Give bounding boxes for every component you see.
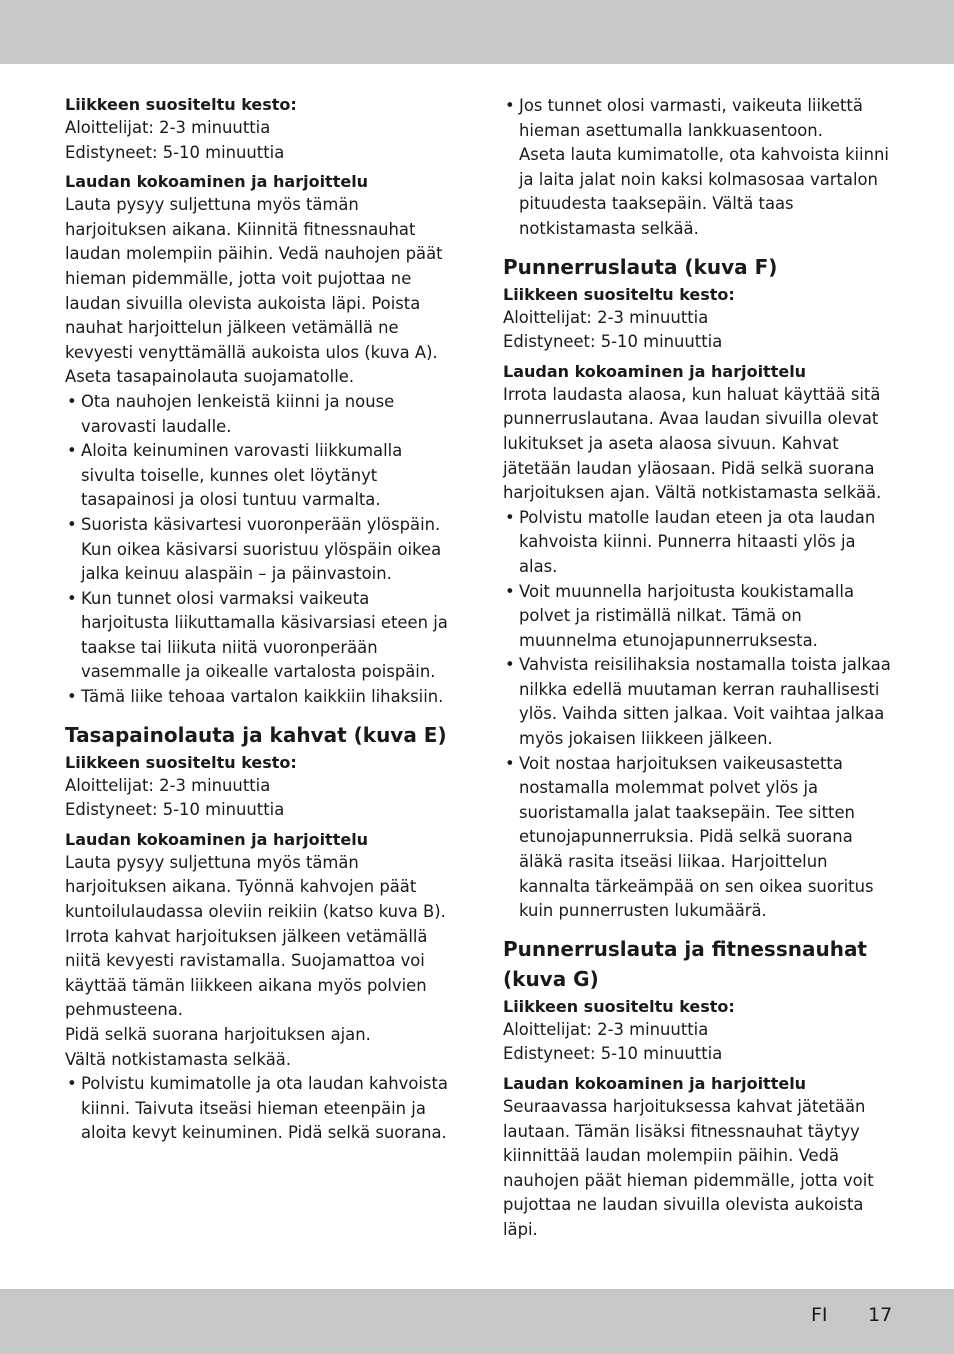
duration-heading: Liikkeen suositeltu kesto: xyxy=(65,752,297,772)
list-item: • Polvistu matolle laudan eteen ja ota laudan kahvoista kiinni. Punnerra hitaasti ylös ja alas. xyxy=(503,506,893,580)
exercise-list xyxy=(65,390,455,710)
footer-language: FI xyxy=(811,1304,828,1326)
right-column xyxy=(503,94,893,1243)
assembly-heading: Laudan kokoaminen ja harjoittelu xyxy=(65,172,369,192)
list-item: • Aloita keinuminen varovasti liikkumalla sivulta toiselle, kunnes olet löytänyt tasapainosi ja olosi tuntuu varmalta. xyxy=(65,439,455,513)
page-number: 17 xyxy=(868,1304,893,1326)
list-item: • Suorista käsivartesi vuoronperään ylöspäin. Kun oikea käsivarsi suoristuu ylöspäin oikea jalka keinuu alaspäin – ja päinvastoin. xyxy=(65,513,455,587)
duration-advanced: Edistyneet: 5-10 minuuttia xyxy=(503,332,723,352)
assembly-paragraph: Lauta pysyy suljettuna myös tämän harjoituksen aikana. Kiinnitä fitnessnauhat laudan molempiin päihin. Vedä nauhojen päät hieman pidemmälle, jotta voit pujottaa ne laudan sivuilla olevista aukoista läpi. Poista nauhat harjoittelun jälkeen vetämällä ne kevyesti venyttämällä aukoista ulos (kuva A). xyxy=(65,195,443,362)
assembly-paragraph-2: Pidä selkä suorana harjoituksen ajan. xyxy=(65,1025,371,1044)
duration-heading: Liikkeen suositeltu kesto: xyxy=(65,95,297,114)
duration-beginners: Aloittelijat: 2-3 minuuttia xyxy=(503,307,709,327)
header-bar xyxy=(0,0,954,64)
assembly-heading: Laudan kokoaminen ja harjoittelu xyxy=(503,1074,807,1093)
duration-beginners: Aloittelijat: 2-3 minuuttia xyxy=(503,1019,709,1039)
list-item: • Jos tunnet olosi varmasti, vaikeuta liikettä hieman asettumalla lankkuasentoon. xyxy=(503,94,893,143)
duration-heading: Liikkeen suositeltu kesto: xyxy=(503,996,735,1016)
duration-beginners: Aloittelijat: 2-3 minuuttia xyxy=(65,118,271,137)
list-item: • Kun tunnet olosi varmaksi vaikeuta harjoitusta liikuttamalla käsivarsiasi eteen ja taakse tai liikuta niitä vuoronperään vasemmalle ja oikealle vartalosta poispäin. xyxy=(65,587,455,685)
section-heading-f: Punnerruslauta (kuva F) xyxy=(503,254,778,279)
continuation-paragraph: Aseta lauta kumimatolle, ota kahvoista kiinni ja laita jalat noin kaksi kolmasosaa vartalon pituudesta taaksepäin. Vältä taas notkistamasta selkää. xyxy=(519,145,889,238)
assembly-paragraph: Irrota laudasta alaosa, kun haluat käyttää sitä punnerruslautana. Avaa laudan sivuilla olevat lukitukset ja aseta alaosa sivuun. Kahvat jätetään laudan yläosaan. Pidä selkä suorana harjoituksen ajan. Vältä notkistamasta selkää. xyxy=(503,384,882,503)
exercise-list xyxy=(503,94,893,143)
duration-advanced: Edistyneet: 5-10 minuuttia xyxy=(65,142,285,162)
list-item: • Ota nauhojen lenkeistä kiinni ja nouse varovasti laudalle. xyxy=(65,390,455,439)
assembly-heading: Laudan kokoaminen ja harjoittelu xyxy=(65,829,369,849)
assembly-paragraph-2: Aseta tasapainolauta suojamatolle. xyxy=(65,367,355,387)
duration-beginners: Aloittelijat: 2-3 minuuttia xyxy=(65,775,271,795)
assembly-heading: Laudan kokoaminen ja harjoittelu xyxy=(503,361,807,381)
duration-advanced: Edistyneet: 5-10 minuuttia xyxy=(65,800,285,820)
duration-heading: Liikkeen suositeltu kesto: xyxy=(503,284,735,304)
exercise-list xyxy=(65,1072,455,1146)
assembly-paragraph: Lauta pysyy suljettuna myös tämän harjoituksen aikana. Työnnä kahvojen päät kuntoilulaudassa oleviin reikiin (katso kuva B). Irrota kahvat harjoituksen jälkeen vetämällä niitä kevyesti ravistamalla. Suojamattoa voi käyttää tämän liikkeen aikana myös polvien pehmusteena. xyxy=(65,852,446,1020)
exercise-list xyxy=(503,506,893,924)
list-item: • Tämä liike tehoaa vartalon kaikkiin lihaksiin. xyxy=(65,685,455,710)
list-item: • Polvistu kumimatolle ja ota laudan kahvoista kiinni. Taivuta itseäsi hieman eteenpäin ja aloita kevyt keinuminen. Pidä selkä suorana. xyxy=(65,1072,455,1146)
assembly-paragraph: Seuraavassa harjoituksessa kahvat jätetään lautaan. Tämän lisäksi fitnessnauhat täytyy kiinnittää laudan molempiin päihin. Vedä nauhojen päät hieman pidemmälle, jotta voit pujottaa ne laudan sivuilla olevista aukoista läpi. xyxy=(503,1097,874,1239)
assembly-paragraph-3: Vältä notkistamasta selkää. xyxy=(65,1049,292,1069)
left-column xyxy=(65,94,455,1146)
duration-advanced: Edistyneet: 5-10 minuuttia xyxy=(503,1044,723,1064)
section-heading-e: Tasapainolauta ja kahvat (kuva E) xyxy=(65,722,447,747)
list-item: • Voit nostaa harjoituksen vaikeusastetta nostamalla molemmat polvet ylös ja suoristamalla jalat taaksepäin. Tee sitten etunojapunnerruksia. Pidä selkä suorana äläkä rasita itseäsi liikaa. Harjoittelun kannalta tärkeämpää on sen oikea suoritus kuin punnerrusten lukumäärä. xyxy=(503,752,893,924)
section-heading-g: Punnerruslauta ja fitnessnauhat (kuva G) xyxy=(503,936,867,991)
list-item: • Vahvista reisilihaksia nostamalla toista jalkaa nilkka edellä muutaman kerran rauhallisesti ylös. Vaihda sitten jalkaa. Voit vaihtaa jalkaa myös jokaisen liikkeen jälkeen. xyxy=(503,653,893,751)
list-item: • Voit muunnella harjoitusta koukistamalla polvet ja ristimällä nilkat. Tämä on muunnelma etunojapunnerruksesta. xyxy=(503,580,893,654)
